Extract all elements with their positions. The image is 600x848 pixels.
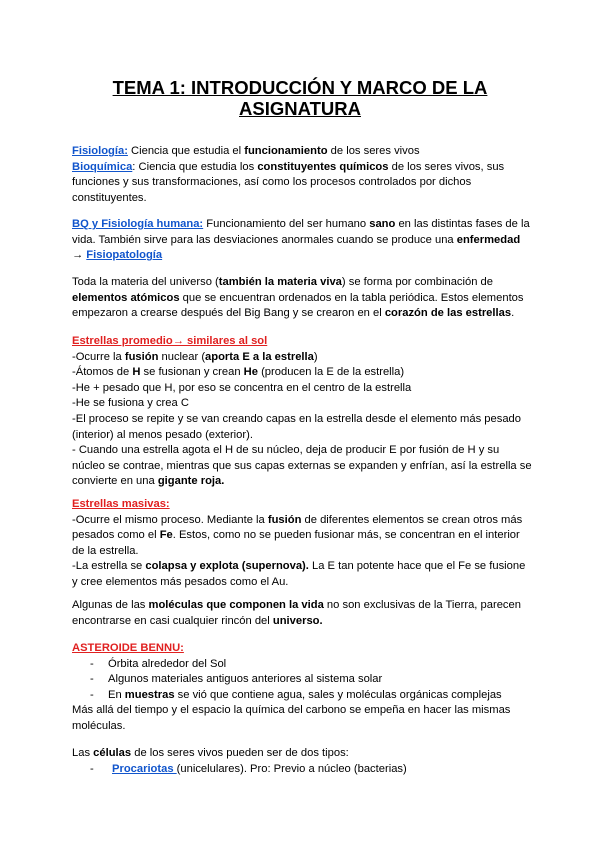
list-item: -He se fusiona y crea C: [72, 397, 189, 410]
estrellas-promedio-heading: Estrellas promedio→ similares al sol: [72, 335, 268, 347]
list-item: - Algunos materiales antiguos anteriores al sistema solar: [90, 673, 383, 686]
procariotas-link[interactable]: Procariotas: [112, 762, 177, 775]
estrellas-promedio-section: [72, 334, 532, 490]
bq-fisiologia-link[interactable]: BQ y Fisiología humana:: [72, 218, 204, 230]
page-title-line-2: ASIGNATURA: [239, 98, 361, 119]
asteroide-bennu-heading: ASTEROIDE BENNU:: [72, 642, 184, 654]
list-item: -Ocurre el mismo proceso. Mediante la fusión de diferentes elementos se crean otros más pesados como el Fe. Estos, como no se pueden fusionar más, se concentran en el interior de la estrella.: [72, 513, 523, 557]
asteroide-bennu-section: [72, 641, 532, 735]
bq-fisiologia-block: BQ y Fisiología humana: Funcionamiento del ser humano sano en las distintas fases de la vida. También sirve para las desviaciones anormales cuando se produce una enfermedad → Fisiopatología: [72, 218, 530, 262]
estrellas-masivas-section: [72, 497, 532, 591]
list-item: - Órbita alrededor del Sol: [90, 657, 227, 670]
moleculas-paragraph: Algunas de las moléculas que componen la vida no son exclusivas de la Tierra, parecen encontrarse en casi cualquier rincón del universo.: [72, 599, 521, 627]
estrellas-masivas-heading: Estrellas masivas:: [72, 498, 170, 510]
celulas-section: Las células de los seres vivos pueden ser de dos tipos: - Procariotas (unicelulares). Pro: Previo a núcleo (bacterias): [72, 746, 532, 777]
fisiopatologia-link[interactable]: Fisiopatología: [86, 249, 163, 262]
list-item: - En muestras se vió que contiene agua, sales y moléculas orgánicas complejas: [90, 688, 502, 701]
definitions-block: [72, 144, 532, 206]
list-item: -He + pesado que H, por eso se concentra en el centro de la estrella: [72, 381, 412, 394]
list-item: - Cuando una estrella agota el H de su núcleo, deja de producir E por fusión de H y su núcleo se contrae, mientras que sus capas externas se expanden y enfrían, así la estrella se convierte en una gigante roja.: [72, 444, 532, 488]
page-title-line-1: TEMA 1: INTRODUCCIÓN Y MARCO DE LA: [112, 77, 488, 98]
fisiologia-link[interactable]: Fisiología:: [72, 145, 128, 157]
bioquimica-link[interactable]: Bioquímica: [72, 160, 133, 173]
definition-fisiologia: Fisiología: Ciencia que estudia el funcionamiento de los seres vivos: [72, 145, 420, 157]
materia-paragraph: Toda la materia del universo (también la materia viva) se forma por combinación de elementos atómicos que se encuentran ordenados en la tabla periódica. Estos elementos empezaron a crearse después del Big Bang y se crearon en el corazón de las estrellas.: [72, 276, 524, 320]
list-item: - Procariotas (unicelulares). Pro: Previo a núcleo (bacterias): [90, 762, 407, 775]
bennu-conclusion: Más allá del tiempo y el espacio la química del carbono se empeña en hacer las mismas moléculas.: [72, 704, 511, 732]
list-item: -El proceso se repite y se van creando capas en la estrella desde el elemento más pesado (interior) al menos pesado (exterior).: [72, 412, 522, 441]
list-item: -La estrella se colapsa y explota (supernova). La E tan potente hace que el Fe se fusione y cree elementos más pesados como el Au.: [72, 560, 526, 588]
list-item: -Átomos de H se fusionan y crean He (producen la E de la estrella): [72, 366, 405, 379]
definition-bioquimica: Bioquímica: Ciencia que estudia los constituyentes químicos de los seres vivos, sus funciones y sus transformaciones, así como los procesos controlados por dichos constituyentes.: [72, 160, 505, 204]
list-item: -Ocurre la fusión nuclear (aporta E a la estrella): [72, 350, 318, 363]
